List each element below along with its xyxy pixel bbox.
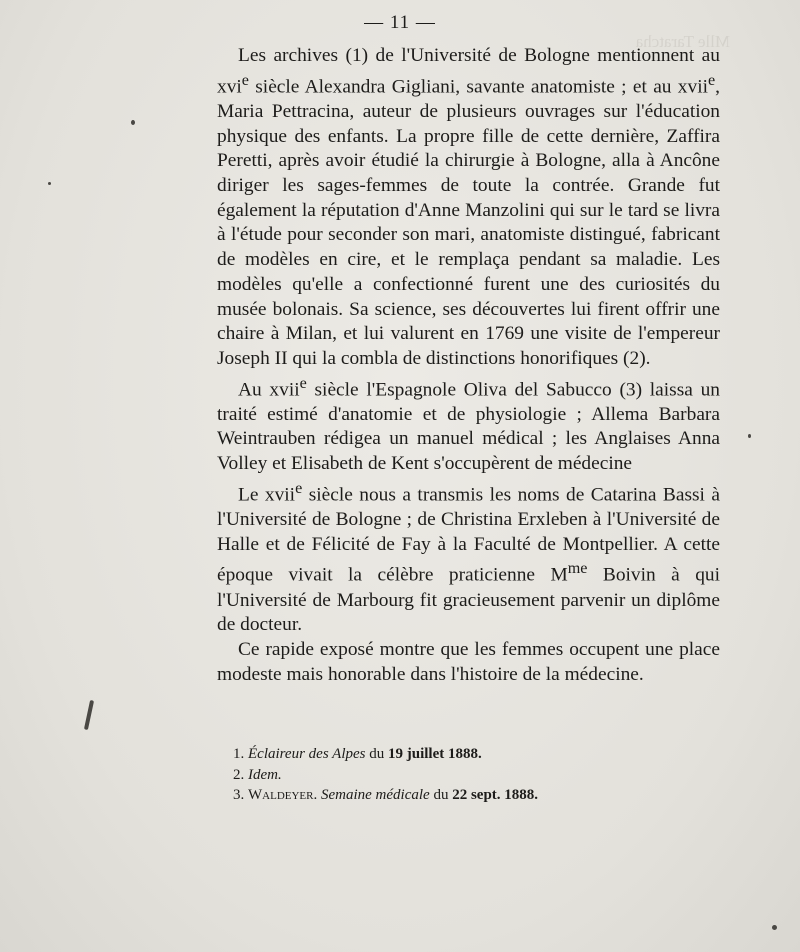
paper-speck-decoration <box>131 120 135 125</box>
paper-speck-decoration <box>772 925 777 930</box>
bleed-through-decoration: Mlle Taratcha <box>635 32 730 51</box>
paper-speck-decoration <box>84 700 94 730</box>
paper-speck-decoration <box>48 182 51 185</box>
footnotes <box>233 744 713 806</box>
paragraph: Ce rapide exposé montre que les femmes occupent une place modeste mais honorable dans l'histoire de la médecine. <box>217 639 720 685</box>
page-number: — 11 — <box>364 12 436 33</box>
footnote: 3. Waldeyer. Semaine médicale du 22 sept. 1888. <box>233 787 539 803</box>
body-text <box>217 44 720 687</box>
footnote: 2. Idem. <box>233 766 282 783</box>
paragraph: Le xvii$^e$ siècle nous a transmis les noms de Catarina Bassi à l'Université de Bologne ; de Christina Erxleben à l'Université de Halle et de Félicité de Fay à la Faculté de Montpellier. A cette époque vivait la célèbre praticienne $M^{me}$ Boivin à qui l'Université de Marbourg fit gracieusement parvenir un diplôme de docteur. <box>217 479 721 636</box>
paragraph: Les archives (1) de l'Université de Bologne mentionnent au xvi$^e$ siècle Alexandra Gigliani, savante anatomiste ; et au xvii$^e$, Maria Pettracina, auteur de plusieurs ouvrages sur l'éducation physique des enfants. La propre fille de cette dernière, Zaffira Peretti, après avoir étudié la chirurgie à Bologne, alla à Ancône diriger les sages-femmes de toute la contrée. Grande fut également la réputation d'Anne Manzolini qui sur le tard se livra à l'étude pour seconder son mari, anatomiste distingué, fabricant de modèles en cire, et le remplaça pendant sa maladie. Les modèles qu'elle a confectionné furent une des curiosités du musée bolonais. Sa science, ses découvertes lui firent offrir une chaire à Milan, et lui valurent en 1769 une visite de l'empereur Joseph II qui la combla de distinctions honorifiques (2). <box>217 45 720 369</box>
paper-speck-decoration <box>748 434 751 438</box>
paragraph: Au xvii$^e$ siècle l'Espagnole Oliva del Sabucco (3) laissa un traité estimé d'anatomie et de physiologie ; Allema Barbara Weintrauben rédigea un manuel médical ; les Anglaises Anna Volley et Elisabeth de Kent s'occupèrent de médecine <box>217 374 720 475</box>
footnote: 1. Éclaireur des Alpes du 19 juillet 1888. <box>233 746 482 762</box>
